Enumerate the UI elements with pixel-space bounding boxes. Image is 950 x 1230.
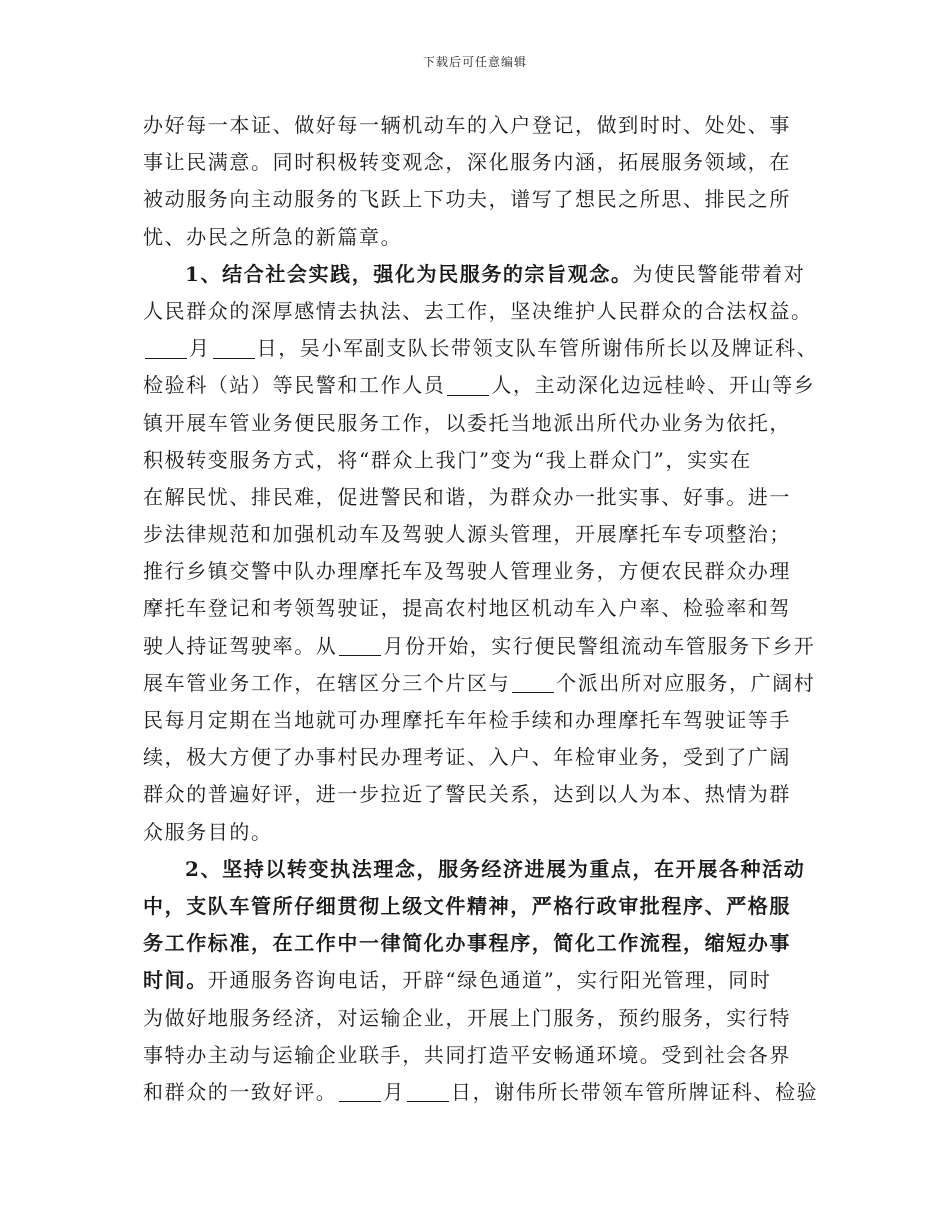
text-line [143, 181, 819, 218]
text-line [143, 479, 819, 516]
text-segment: 被动服务向主动服务的飞跃上下功夫，谱写了想民之所思、排民之所 [143, 187, 791, 212]
text-segment: 驶人持证驾驶率。从 [143, 633, 338, 658]
text-line [143, 405, 819, 442]
text-segment: 开通服务咨询电话，开辟“绿色通道”，实行阳光管理，同时 [207, 968, 772, 993]
text-segment: 和群众的一致好评。 [143, 1079, 338, 1104]
text-line [143, 367, 819, 404]
text-line [143, 1074, 819, 1111]
text-line [143, 442, 819, 479]
document-body [143, 107, 819, 1111]
bold-text: 1、结合社会实践，强化为民服务的宗旨观念。 [185, 261, 633, 286]
text-line [143, 1000, 819, 1037]
text-line [143, 888, 819, 925]
text-line [143, 851, 819, 888]
text-line [143, 628, 819, 665]
text-segment: 在解民忧、排民难，促进警民和谐，为群众办一批实事、好事。进一 [143, 484, 791, 509]
text-line [143, 330, 819, 367]
text-line [143, 925, 819, 962]
text-segment: 月 [189, 336, 211, 361]
text-line [143, 702, 819, 739]
text-line [143, 219, 819, 256]
text-segment: 检验科（站）等民警和工作人员 [143, 373, 446, 398]
text-segment: 个派出所对应服务，广阔村 [556, 670, 816, 695]
fill-in-blank [339, 654, 381, 656]
bold-text: 中，支队车管所仔细贯彻上级文件精神，严格行政审批程序、严格服 [143, 893, 791, 918]
text-segment: 忧、办民之所急的新篇章。 [143, 224, 403, 249]
fill-in-blank [447, 394, 489, 396]
text-line [143, 553, 819, 590]
text-segment: 月份开始，实行便民警组流动车管服务下乡开 [383, 633, 816, 658]
fill-in-blank [512, 691, 554, 693]
page-header: 下载后可任意编辑 [422, 55, 527, 69]
text-segment: 推行乡镇交警中队办理摩托车及驾驶人管理业务，方便农民群众办理 [143, 559, 791, 584]
text-segment: 日，吴小军副支队长带领支队车管所谢伟所长以及牌证科、 [256, 336, 819, 361]
text-line [143, 739, 819, 776]
text-segment: 事让民满意。同时积极转变观念，深化服务内涵，拓展服务领域，在 [143, 150, 791, 175]
fill-in-blank [213, 357, 255, 359]
text-segment: 人民群众的深厚感情去执法、去工作，坚决维护人民群众的合法权益。 [143, 298, 813, 323]
text-line [143, 107, 819, 144]
text-line [143, 665, 819, 702]
text-segment: 步法律规范和加强机动车及驾驶人源头管理，开展摩托车专项整治； [143, 522, 791, 547]
text-segment: 人，主动深化边远桂岭、开山等乡 [491, 373, 816, 398]
text-line [143, 516, 819, 553]
text-segment: 众服务目的。 [143, 819, 273, 844]
text-segment: 续，极大方便了办事村民办理考证、入户、年检审业务，受到了广阔 [143, 745, 791, 770]
bold-text: 时间。 [143, 968, 208, 993]
bold-text: 2、坚持以转变执法理念，服务经济进展为重点，在开展各种活动 [185, 856, 806, 881]
text-segment: 为做好地服务经济，对运输企业，开展上门服务，预约服务，实行特 [143, 1005, 791, 1030]
text-line [143, 776, 819, 813]
text-segment: 办好每一本证、做好每一辆机动车的入户登记，做到时时、处处、事 [143, 113, 791, 137]
text-line [143, 814, 819, 851]
text-line [143, 590, 819, 627]
text-segment: 民每月定期在当地就可办理摩托车年检手续和办理摩托车驾驶证等手 [143, 708, 791, 732]
text-line [143, 144, 819, 181]
text-segment: 日，谢伟所长带领车管所牌证科、检验 [451, 1079, 819, 1104]
text-segment: 镇开展车管业务便民服务工作，以委托当地派出所代办业务为依托， [143, 410, 791, 435]
text-line [143, 1037, 819, 1074]
text-segment: 摩托车登记和考领驾驶证，提高农村地区机动车入户率、检验率和驾 [143, 596, 791, 621]
text-segment: 群众的普遍好评，进一步拉近了警民关系，达到以人为本、热情为群 [143, 782, 791, 807]
text-line [143, 256, 819, 293]
fill-in-blank [407, 1100, 449, 1102]
text-segment: 月 [383, 1079, 406, 1104]
text-line [143, 293, 819, 330]
text-segment: 积极转变服务方式，将“群众上我门”变为“我上群众门”，实实在 [143, 447, 752, 472]
text-segment: 展车管业务工作，在辖区分三个片区与 [143, 670, 511, 695]
text-line [143, 962, 819, 999]
text-segment: 事特办主动与运输企业联手，共同打造平安畅通环境。受到社会各界 [143, 1042, 791, 1067]
text-segment: 为使民警能带着对 [632, 261, 806, 286]
fill-in-blank [339, 1100, 381, 1102]
fill-in-blank [145, 357, 187, 359]
bold-text: 务工作标准，在工作中一律简化办事程序，简化工作流程，缩短办事 [143, 931, 791, 956]
